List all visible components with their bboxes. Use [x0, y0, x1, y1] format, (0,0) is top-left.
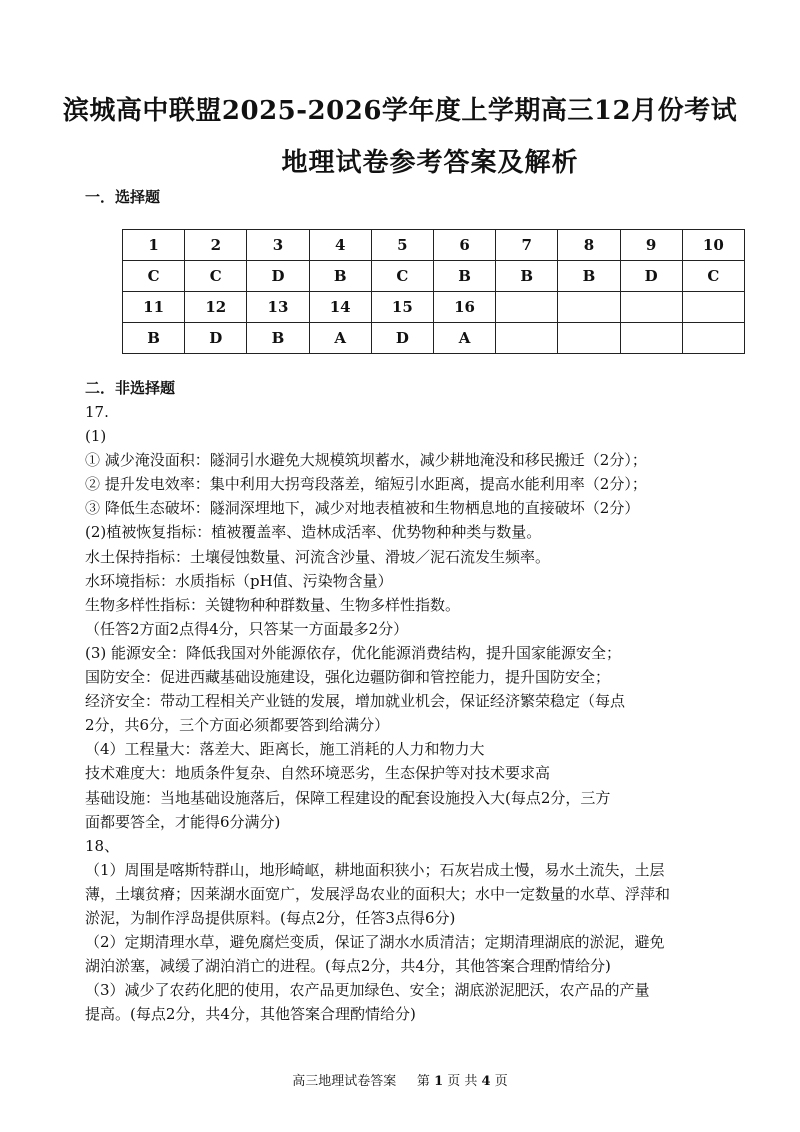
table-cell: B — [558, 261, 620, 292]
question-number: 17. — [85, 403, 109, 421]
answer-line: 2分，共6分，三个方面必须都要答到给满分） — [85, 716, 390, 735]
answer-line: (3) 能源安全：降低我国对外能源依存，优化能源消费结构，提升国家能源安全； — [85, 643, 622, 662]
table-cell: C — [185, 261, 247, 292]
footer-doc-name: 高三地理试卷答案 — [292, 1074, 397, 1089]
table-cell: 14 — [309, 292, 371, 323]
answer-line: （任答2方面2点得4分，只答某一方面最多2分） — [85, 619, 409, 638]
answer-line: ② 提升发电效率：集中利用大拐弯段落差，缩短引水距离，提高水能利用率（2分）； — [85, 475, 647, 494]
table-cell — [496, 292, 558, 323]
answer-line: 薄，土壤贫瘠；因莱湖水面宽广，发展浮岛农业的面积大；水中一定数量的水草、浮萍和 — [85, 884, 671, 903]
table-cell: A — [433, 323, 495, 354]
table-cell — [558, 292, 620, 323]
answer-line: 国防安全：促进西藏基础设施建设，强化边疆防御和管控能力，提升国防安全； — [85, 668, 611, 687]
table-cell: B — [123, 323, 185, 354]
table-cell: B — [247, 323, 309, 354]
footer-page-number: 1 — [434, 1074, 444, 1089]
table-cell: 8 — [558, 230, 620, 261]
table-cell — [620, 292, 682, 323]
page-title: 滨城高中联盟2025-2026学年度上学期高三12月份考试 — [62, 96, 738, 126]
table-cell: 16 — [433, 292, 495, 323]
table-cell: 1 — [123, 230, 185, 261]
answer-line: 水土保持指标：土壤侵蚀数量、河流含沙量、滑坡／泥石流发生频率。 — [85, 547, 551, 566]
table-cell: 2 — [185, 230, 247, 261]
table-cell: 3 — [247, 230, 309, 261]
answer-table — [122, 229, 745, 354]
table-cell — [620, 323, 682, 354]
table-cell — [496, 323, 558, 354]
answer-line: 提高。(每点2分，共4分，其他答案合理酌情给分) — [85, 1005, 416, 1024]
table-cell: D — [620, 261, 682, 292]
answer-line: 湖泊淤塞，减缓了湖泊消亡的进程。(每点2分，共4分，其他答案合理酌情给分) — [85, 957, 611, 976]
answer-line: 经济安全：带动工程相关产业链的发展，增加就业机会，保证经济繁荣稳定（每点 — [85, 692, 626, 711]
table-cell: 12 — [185, 292, 247, 323]
table-cell: C — [123, 261, 185, 292]
answer-line: ① 减少淹没面积：隧洞引水避免大规模筑坝蓄水，减少耕地淹没和移民搬迁（2分）； — [85, 451, 647, 470]
table-cell: D — [247, 261, 309, 292]
table-cell — [682, 323, 744, 354]
table-cell — [558, 323, 620, 354]
table-cell: 13 — [247, 292, 309, 323]
page-footer — [0, 1070, 800, 1089]
answer-line: （2）定期清理水草，避免腐烂变质，保证了湖水水质清洁；定期清理湖底的淤泥，避免 — [85, 933, 665, 952]
answer-line: 技术难度大：地质条件复杂、自然环境恶劣，生态保护等对技术要求高 — [85, 764, 551, 783]
table-cell — [682, 292, 744, 323]
table-cell: 15 — [371, 292, 433, 323]
table-cell: B — [309, 261, 371, 292]
section-heading-choice: 一．选择题 — [85, 188, 161, 206]
table-row — [123, 261, 745, 292]
table-cell: D — [185, 323, 247, 354]
page-subtitle: 地理试卷参考答案及解析 — [281, 148, 579, 178]
answer-line: 基础设施：当地基础设施落后，保障工程建设的配套设施投入大(每点2分，三方 — [85, 788, 611, 807]
answer-line: 淤泥，为制作浮岛提供原料。(每点2分，任答3点得6分) — [85, 908, 456, 927]
table-row — [123, 323, 745, 354]
answer-line: 面都要答全，才能得6分满分) — [85, 812, 281, 831]
table-row — [123, 230, 745, 261]
table-cell: A — [309, 323, 371, 354]
answer-line: 水环境指标：水质指标（pH值、污染物含量） — [85, 571, 393, 590]
footer-page-mid: 页 共 — [447, 1074, 478, 1089]
table-cell: 5 — [371, 230, 433, 261]
section-heading-nonchoice: 二．非选择题 — [85, 379, 176, 397]
part-label: (1) — [85, 427, 107, 446]
answer-body — [85, 400, 725, 1026]
footer-page-prefix: 第 — [416, 1074, 430, 1089]
answer-line: （3）减少了农药化肥的使用，农产品更加绿色、安全；湖底淤泥肥沃，农产品的产量 — [85, 981, 650, 1000]
footer-page-total: 4 — [481, 1074, 491, 1089]
table-cell: 6 — [433, 230, 495, 261]
answer-line: （4）工程量大：落差大、距离长，施工消耗的人力和物力大 — [85, 740, 485, 759]
table-cell: 9 — [620, 230, 682, 261]
answer-line: ③ 降低生态破坏：隧洞深埋地下，减少对地表植被和生物栖息地的直接破坏（2分） — [85, 499, 640, 518]
table-cell: 11 — [123, 292, 185, 323]
table-cell: D — [371, 323, 433, 354]
footer-page-suffix: 页 — [494, 1074, 508, 1089]
table-cell: B — [496, 261, 558, 292]
answer-line: （1）周围是喀斯特群山，地形崎岖，耕地面积狭小；石灰岩成土慢，易水土流失，土层 — [85, 860, 665, 879]
answer-line: (2)植被恢复指标：植被覆盖率、造林成活率、优势物种种类与数量。 — [85, 523, 542, 542]
table-cell: C — [682, 261, 744, 292]
table-cell: 4 — [309, 230, 371, 261]
table-cell: 7 — [496, 230, 558, 261]
question-number: 18、 — [85, 836, 120, 855]
table-cell: C — [371, 261, 433, 292]
table-cell: B — [433, 261, 495, 292]
table-cell: 10 — [682, 230, 744, 261]
table-row — [123, 292, 745, 323]
answer-line: 生物多样性指标：关键物种种群数量、生物多样性指数。 — [85, 595, 461, 614]
